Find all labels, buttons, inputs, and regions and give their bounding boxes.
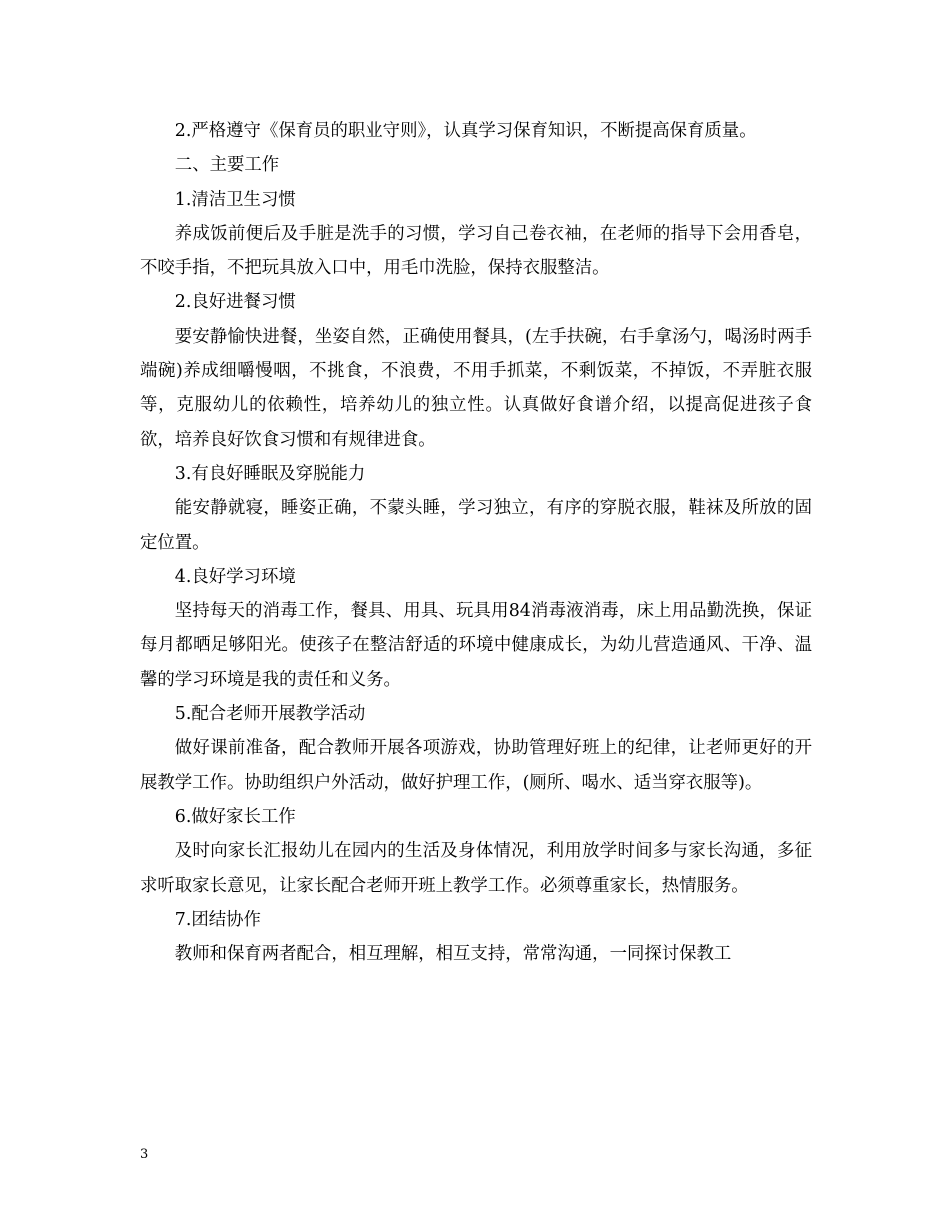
subheading-eating-habits: 2.良好进餐习惯 [174, 292, 296, 313]
paragraph-sleep-dressing: 能安静就寝，睡姿正确，不蒙头睡，学习独立，有序的穿脱衣服，鞋袜及所放的固定位置。 [140, 498, 812, 553]
document-body [140, 114, 812, 971]
subheading-sleep-dressing: 3.有良好睡眠及穿脱能力 [174, 463, 366, 484]
paragraph-duty-2: 2.严格遵守《保育员的职业守则》，认真学习保育知识，不断提高保育质量。 [174, 121, 757, 141]
subheading-teaching-support: 5.配合老师开展教学活动 [174, 704, 366, 725]
paragraph-learning-environment: 坚持每天的消毒工作，餐具、用具、玩具用84消毒液消毒，床上用品勤洗换，保证每月都晒足够阳光。使孩子在整洁舒适的环境中健康成长，为幼儿营造通风、干净、温馨的学习环境是我的责任和义务。 [140, 601, 812, 690]
subheading-teamwork: 7.团结协作 [174, 909, 261, 930]
paragraph-teaching-support: 做好课前准备，配合教师开展各项游戏，协助管理好班上的纪律，让老师更好的开展教学工作。协助组织户外活动，做好护理工作，(厕所、喝水、适当穿衣服等)。 [140, 738, 812, 793]
subheading-learning-environment: 4.良好学习环境 [174, 566, 296, 587]
paragraph-eating-habits: 要安静愉快进餐，坐姿自然，正确使用餐具，(左手扶碗，右手拿汤勺，喝汤时两手端碗)养成细嚼慢咽，不挑食，不浪费，不用手抓菜，不剩饭菜，不掉饭，不弄脏衣服等，克服幼儿的依赖性，培养幼儿的独立性。认真做好食谱介绍，以提高促进孩子食欲，培养良好饮食习惯和有规律进食。 [140, 326, 812, 450]
section-heading-main-work: 二、主要工作 [174, 155, 280, 176]
subheading-hygiene-habits: 1.清洁卫生习惯 [174, 189, 296, 210]
subheading-parent-work: 6.做好家长工作 [174, 806, 296, 827]
page-number: 3 [140, 1147, 149, 1162]
paragraph-parent-work: 及时向家长汇报幼儿在园内的生活及身体情况，利用放学时间多与家长沟通，多征求听取家长意见，让家长配合老师开班上教学工作。必须尊重家长，热情服务。 [140, 841, 812, 896]
paragraph-hygiene-habits: 养成饭前便后及手脏是洗手的习惯，学习自己卷衣袖，在老师的指导下会用香皂，不咬手指，不把玩具放入口中，用毛巾洗脸，保持衣服整洁。 [140, 223, 812, 279]
paragraph-teamwork: 教师和保育两者配合，相互理解，相互支持，常常沟通，一同探讨保教工 [174, 944, 732, 965]
